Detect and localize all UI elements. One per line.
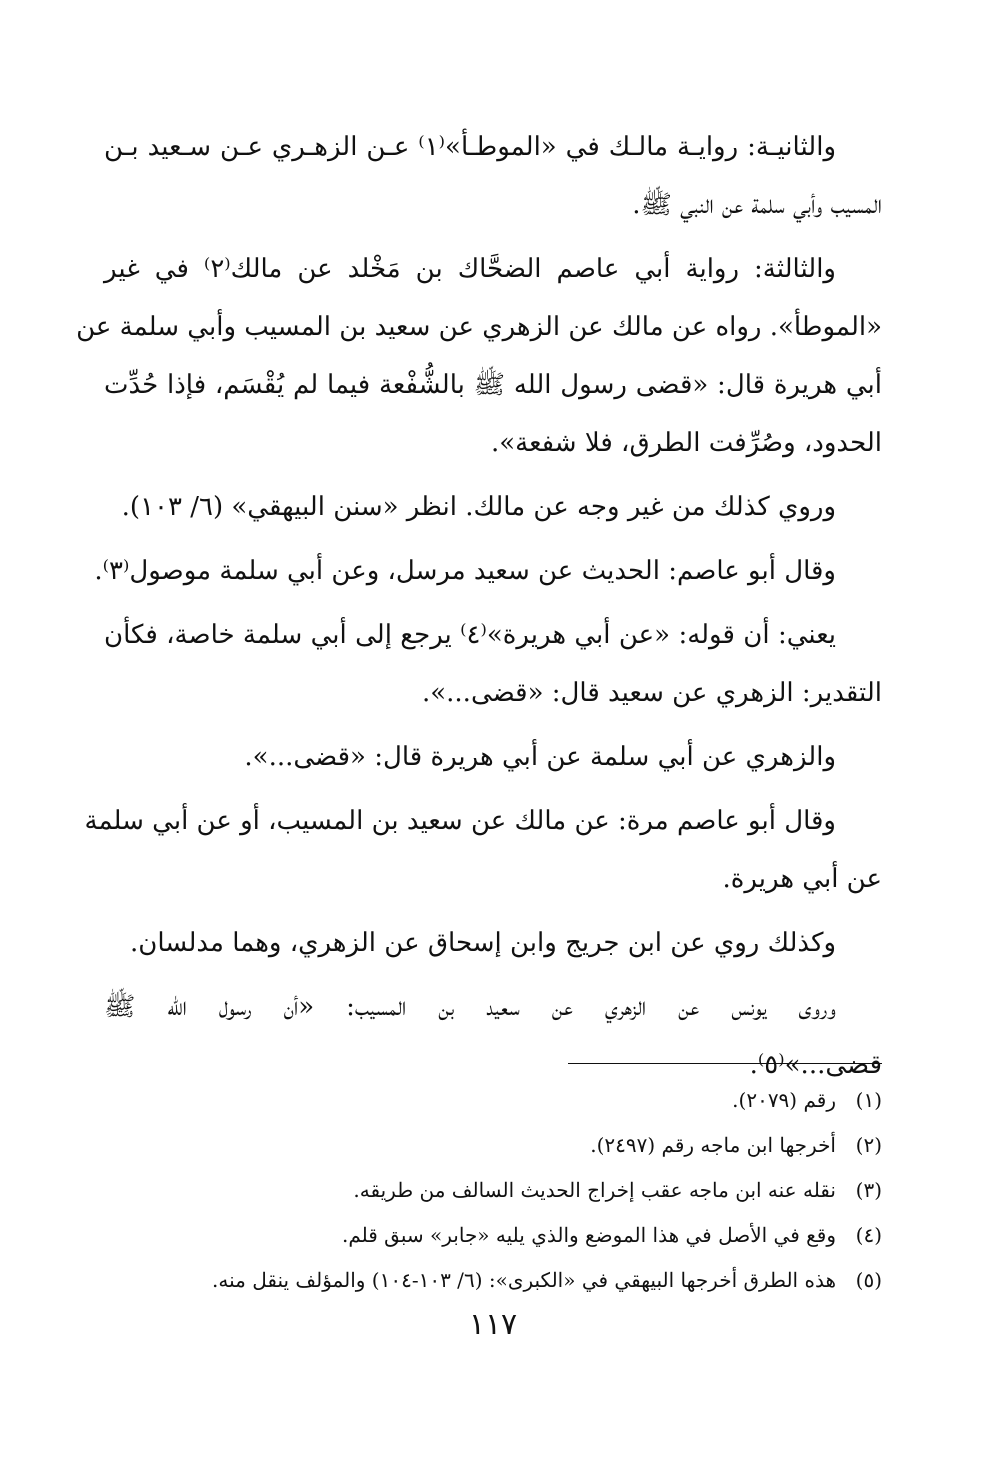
footnote-text: رقم (٢٠٧٩).: [732, 1088, 836, 1112]
footnote-number: (٤): [855, 1223, 882, 1247]
paragraph: [104, 606, 882, 722]
paragraph: [104, 914, 882, 972]
page-number: ١١٧: [468, 1307, 518, 1342]
text-line: وروي كذلك من غير وجه عن مالك. انظر «سنن البيهقي» (٦/ ١٠٣).: [121, 492, 836, 522]
footnote: [80, 1123, 882, 1168]
main-text: [76, 118, 882, 1100]
text-line: والثانيـة: روايـة مالـك في «الموطـأ»⁽١⁾ عـن الزهـري عـن سـعيد بـن: [104, 132, 836, 162]
footnote-number: (٥): [855, 1268, 882, 1292]
text-line: المسيب وأبي سلمة عن النبي ﷺ.: [632, 190, 882, 220]
text-line: والزهري عن أبي سلمة عن أبي هريرة قال: «قضى...».: [244, 742, 836, 772]
footnote-divider: [568, 1063, 882, 1064]
paragraph: [104, 478, 882, 536]
paragraph: [104, 978, 882, 1094]
footnote-number: (١): [855, 1088, 882, 1112]
text-line: الحدود، وصُرِّفت الطرق، فلا شفعة».: [490, 428, 882, 458]
footnote-number: (٢): [855, 1133, 882, 1157]
text-line: عن أبي هريرة.: [722, 864, 882, 894]
text-line: التقدير: الزهري عن سعيد قال: «قضى...».: [421, 678, 882, 708]
paragraph: [76, 240, 882, 472]
footnote: [80, 1258, 882, 1303]
text-line: يعني: أن قوله: «عن أبي هريرة»⁽٤⁾ يرجع إلى أبي سلمة خاصة، فكأن: [104, 620, 836, 650]
footnote-text: نقله عنه ابن ماجه عقب إخراج الحديث السالف من طريقه.: [353, 1178, 836, 1202]
text-line: والثالثة: رواية أبي عاصم الضحَّاك بن مَخْلد عن مالك⁽٢⁾ في غير: [104, 254, 836, 284]
paragraph: [104, 118, 882, 234]
footnote-text: هذه الطرق أخرجها البيهقي في «الكبرى»: (٦/ ١٠٣-١٠٤) والمؤلف ينقل منه.: [212, 1268, 836, 1292]
text-line: وكذلك روي عن ابن جريج وابن إسحاق عن الزهري، وهما مدلسان.: [130, 928, 836, 958]
footnotes: [80, 1078, 882, 1303]
paragraph: [104, 728, 882, 786]
text-line: قضى...»⁽٥⁾.: [749, 1050, 882, 1080]
footnote-text: أخرجها ابن ماجه رقم (٢٤٩٧).: [590, 1133, 836, 1157]
footnote: [80, 1213, 882, 1258]
paragraph: [94, 542, 882, 600]
text-line: «الموطأ». رواه عن مالك عن الزهري عن سعيد بن المسيب وأبي سلمة عن: [76, 312, 882, 342]
text-line: وروى يونس عن الزهري عن سعيد بن المسيب: «أن رسول الله ﷺ: [104, 992, 836, 1022]
footnote: [80, 1168, 882, 1213]
text-line: وقال أبو عاصم مرة: عن مالك عن سعيد بن المسيب، أو عن أبي سلمة: [84, 806, 836, 836]
text-line: أبي هريرة قال: «قضى رسول الله ﷺ بالشُّفْعة فيما لم يُقْسَم، فإذا حُدِّت: [104, 370, 882, 400]
paragraph: [84, 792, 882, 908]
footnote-text: وقع في الأصل في هذا الموضع والذي يليه «جابر» سبق قلم.: [341, 1223, 836, 1247]
text-line: وقال أبو عاصم: الحديث عن سعيد مرسل، وعن أبي سلمة موصول⁽٣⁾.: [94, 556, 836, 586]
footnote-number: (٣): [855, 1178, 882, 1202]
footnote: [80, 1078, 882, 1123]
